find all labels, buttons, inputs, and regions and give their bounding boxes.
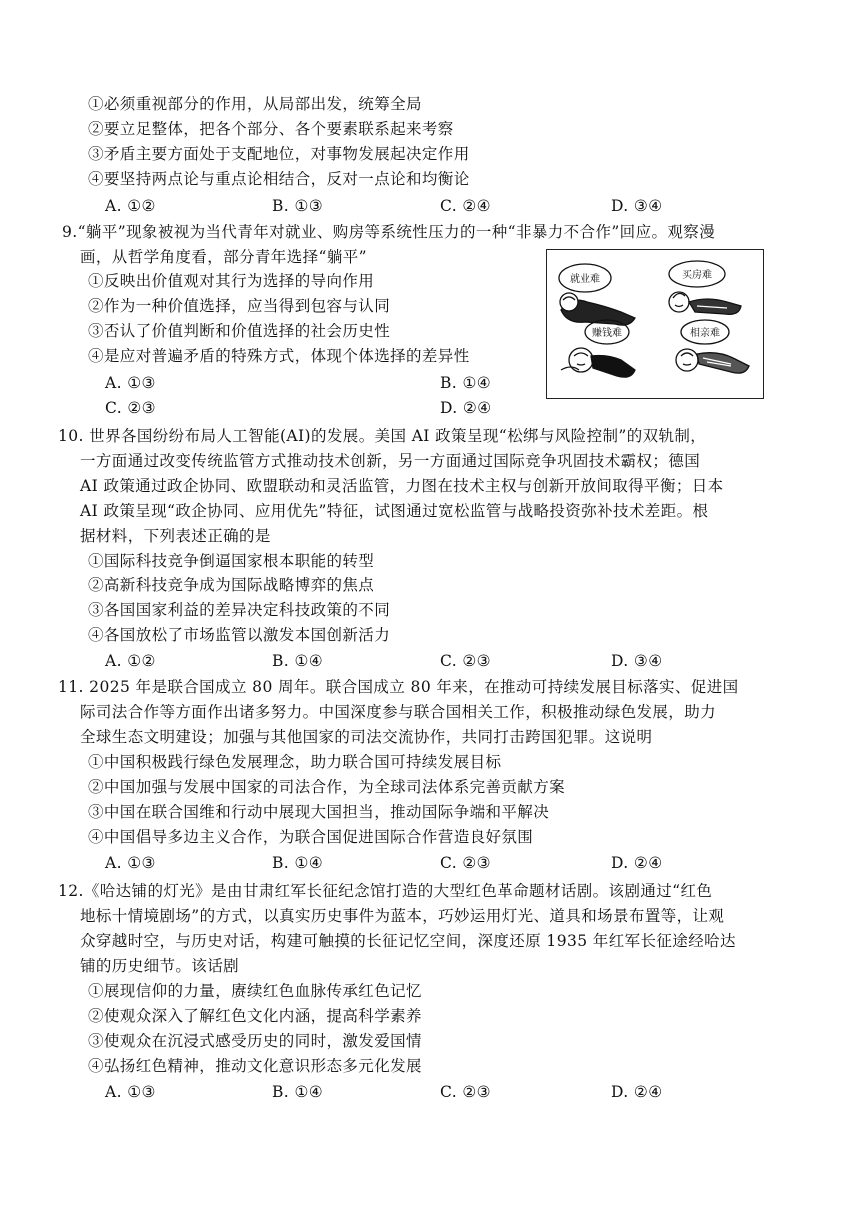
q10-statement-1: ①国际科技竞争倒逼国家根本职能的转型 bbox=[88, 552, 375, 570]
q12-statement-1: ①展现信仰的力量，赓续红色血脉传承红色记忆 bbox=[88, 982, 422, 1000]
q11-option-b: B. ①④ bbox=[272, 854, 324, 872]
q10-stem-line-5: 据材料，下列表述正确的是 bbox=[80, 527, 271, 545]
q12-stem-line-3: 众穿越时空，与历史对话，构建可触摸的长征记忆空间，深度还原 1935 年红军长征途经哈达 bbox=[80, 932, 736, 950]
q11-option-a: A. ①③ bbox=[105, 854, 156, 872]
q12-option-a: A. ①③ bbox=[105, 1083, 156, 1101]
q12-statement-3: ③使观众在沉浸式感受历史的同时，激发爱国情 bbox=[88, 1032, 422, 1050]
q12-statement-2: ②使观众深入了解红色文化内涵，提高科学素养 bbox=[88, 1007, 422, 1025]
q11-statement-3: ③中国在联合国维和行动中展现大国担当，推动国际争端和平解决 bbox=[88, 803, 550, 821]
q12-stem-line-1: 12.《哈达铺的灯光》是由甘肃红军长征纪念馆打造的大型红色革命题材话剧。该剧通过“红色 bbox=[58, 882, 713, 900]
lying-flat-cartoon bbox=[546, 249, 764, 399]
q10-statement-3: ③各国国家利益的差异决定科技政策的不同 bbox=[88, 601, 391, 619]
q11-statement-4: ④中国倡导多边主义合作，为联合国促进国际合作营造良好氛围 bbox=[88, 828, 534, 846]
q8-statement-4: ④要坚持两点论与重点论相结合，反对一点论和均衡论 bbox=[88, 170, 470, 188]
q10-stem-line-1: 10. 世界各国纷纷布局人工智能(AI)的发展。美国 AI 政策呈现“松绑与风险控制”的双轨制， bbox=[58, 427, 707, 445]
q11-stem-line-3: 全球生态文明建设；加强与其他国家的司法交流协作，共同打击跨国犯罪。这说明 bbox=[80, 728, 653, 746]
q9-statement-3: ③否认了价值判断和价值选择的社会历史性 bbox=[88, 322, 391, 340]
q12-option-c: C. ②③ bbox=[440, 1083, 491, 1101]
q10-option-a: A. ①② bbox=[105, 652, 156, 670]
q11-option-d: D. ②④ bbox=[611, 854, 663, 872]
q9-statement-2: ②作为一种价值选择，应当得到包容与认同 bbox=[88, 297, 391, 315]
q10-option-d: D. ③④ bbox=[611, 652, 663, 670]
cartoon-bubble-2: 买房难 bbox=[682, 270, 712, 281]
q12-option-d: D. ②④ bbox=[611, 1083, 663, 1101]
q9-option-d: D. ②④ bbox=[440, 399, 492, 417]
q10-stem-line-4: AI 政策呈现“政企协同、应用优先”特征，试图通过宽松监管与战略投资弥补技术差距。根 bbox=[80, 502, 709, 520]
q8-option-b: B. ①③ bbox=[272, 197, 324, 215]
q10-option-c: C. ②③ bbox=[440, 652, 491, 670]
q8-option-a: A. ①② bbox=[105, 197, 156, 215]
q12-stem-line-4: 铺的历史细节。该话剧 bbox=[80, 957, 240, 975]
q10-statement-4: ④各国放松了市场监管以激发本国创新活力 bbox=[88, 626, 391, 644]
cartoon-bubble-1: 就业难 bbox=[570, 274, 600, 285]
q11-stem-line-1: 11. 2025 年是联合国成立 80 周年。联合国成立 80 年来，在推动可持续发展目标落实、促进国 bbox=[58, 678, 739, 696]
q9-stem-line-1: 9.“躺平”现象被视为当代青年对就业、购房等系统性压力的一种“非暴力不合作”回应。观察漫 bbox=[62, 223, 716, 241]
cartoon-bubble-4: 相亲难 bbox=[690, 328, 720, 339]
q9-statement-1: ①反映出价值观对其行为选择的导向作用 bbox=[88, 272, 375, 290]
q8-statement-2: ②要立足整体，把各个部分、各个要素联系起来考察 bbox=[88, 120, 454, 138]
q12-statement-4: ④弘扬红色精神，推动文化意识形态多元化发展 bbox=[88, 1057, 422, 1075]
q11-stem-line-2: 际司法合作等方面作出诸多努力。中国深度参与联合国相关工作，积极推动绿色发展，助力 bbox=[80, 703, 717, 721]
cartoon-bubble-3: 赚钱难 bbox=[592, 328, 622, 339]
q9-option-c: C. ②③ bbox=[105, 399, 156, 417]
q10-stem-line-3: AI 政策通过政企协同、欧盟联动和灵活监管，力图在技术主权与创新开放间取得平衡；日本 bbox=[80, 477, 724, 495]
q10-statement-2: ②高新科技竞争成为国际战略博弈的焦点 bbox=[88, 576, 375, 594]
q9-option-a: A. ①③ bbox=[105, 374, 156, 392]
q9-statement-4: ④是应对普遍矛盾的特殊方式，体现个体选择的差异性 bbox=[88, 347, 470, 365]
q8-option-d: D. ③④ bbox=[611, 197, 663, 215]
q11-option-c: C. ②③ bbox=[440, 854, 491, 872]
q12-option-b: B. ①④ bbox=[272, 1083, 324, 1101]
q8-statement-1: ①必须重视部分的作用，从局部出发，统筹全局 bbox=[88, 95, 422, 113]
q9-option-b: B. ①④ bbox=[440, 374, 492, 392]
q8-statement-3: ③矛盾主要方面处于支配地位，对事物发展起决定作用 bbox=[88, 145, 470, 163]
q10-option-b: B. ①④ bbox=[272, 652, 324, 670]
q12-stem-line-2: 地标十情境剧场”的方式，以真实历史事件为蓝本，巧妙运用灯光、道具和场景布置等，让观 bbox=[80, 907, 725, 925]
q11-statement-1: ①中国积极践行绿色发展理念，助力联合国可持续发展目标 bbox=[88, 753, 502, 771]
q9-stem-line-2: 画，从哲学角度看，部分青年选择“躺平” bbox=[80, 248, 367, 266]
q11-statement-2: ②中国加强与发展中国家的司法合作，为全球司法体系完善贡献方案 bbox=[88, 778, 566, 796]
cartoon-illustration bbox=[547, 250, 763, 398]
q8-option-c: C. ②④ bbox=[440, 197, 491, 215]
q10-stem-line-2: 一方面通过改变传统监管方式推动技术创新，另一方面通过国际竞争巩固技术霸权；德国 bbox=[80, 452, 701, 470]
